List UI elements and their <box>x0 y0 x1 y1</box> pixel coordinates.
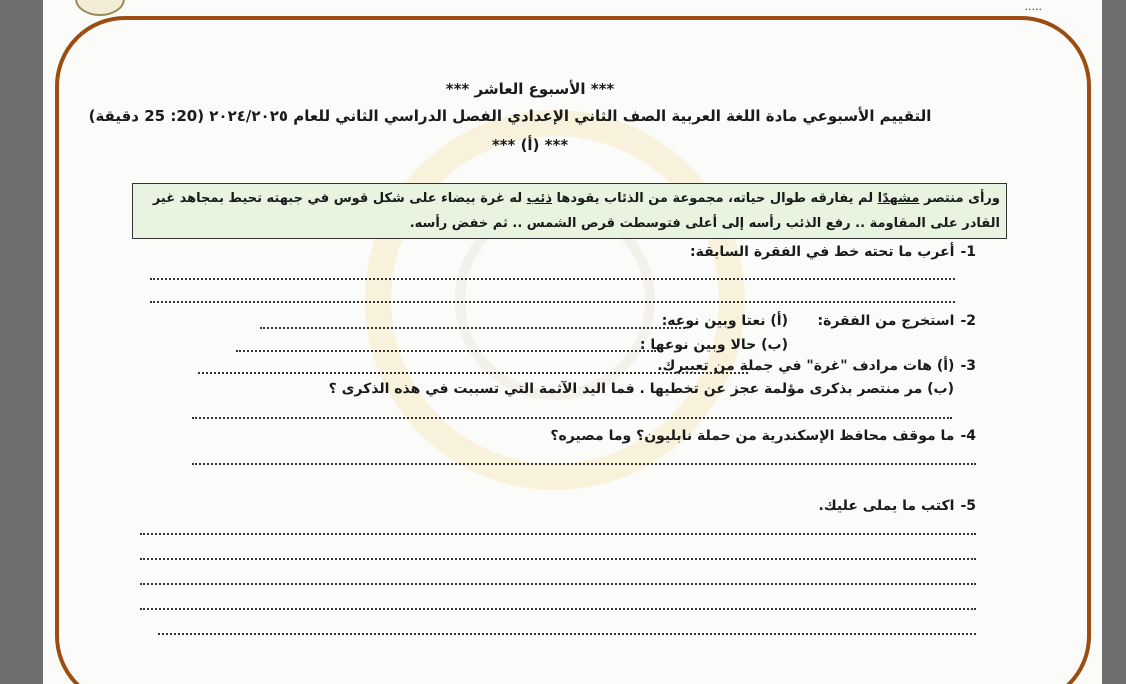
passage-text-1: ورأى منتصر <box>919 191 1000 206</box>
answer-line <box>192 417 952 419</box>
answer-line <box>236 350 656 352</box>
dictation-line <box>140 533 976 535</box>
question-3a: (أ) هات مرادف "غرة" في جملة من تعبيرك. <box>657 358 955 374</box>
document-page <box>43 0 1102 684</box>
question-1-number: 1- <box>960 244 976 260</box>
dictation-line <box>158 633 976 635</box>
answer-line <box>150 278 955 280</box>
question-5-text: اكتب ما يملى عليك. <box>818 498 955 514</box>
passage-underlined-word-1: مشهدًا <box>877 191 920 206</box>
answer-line <box>260 327 685 329</box>
question-2-text: استخرج من الفقرة: <box>817 313 955 329</box>
question-2b: (ب) حالا وبين نوعها : <box>639 337 788 353</box>
passage-text-2: لم يفارقه طوال حياته، مجموعة من الذئاب يقودها <box>552 191 878 206</box>
reading-passage <box>132 183 1007 239</box>
dictation-line <box>140 608 976 610</box>
question-2 <box>817 313 976 329</box>
question-2a: (أ) نعتا وبين نوعه: <box>661 313 788 329</box>
answer-line <box>198 372 748 374</box>
question-4-number: 4- <box>960 428 976 444</box>
question-5-number: 5- <box>960 498 976 514</box>
passage-text-3: له غرة بيضاء على شكل قوس في جبهته تحيط بمجاهد غير القادر على المقاومة .. رفع الذئب رأسه إلى أعلى فتوسطت قرص الشمس .. ثم خفض رأسه. <box>152 191 1000 231</box>
assessment-title: التقييم الأسبوعي مادة اللغة العربية الصف الثاني الإعدادي الفصل الدراسي الثاني للعام ٢٠٢٤/٢٠٢٥ (20: 25 دقيقة) <box>88 107 932 125</box>
ministry-logo-icon <box>75 0 125 16</box>
question-3-number: 3- <box>960 358 976 374</box>
question-1 <box>690 244 976 260</box>
answer-line <box>150 301 955 303</box>
question-4 <box>550 428 976 444</box>
question-5 <box>819 498 976 514</box>
question-2-number: 2- <box>960 313 976 329</box>
passage-underlined-word-2: ذئب <box>526 191 552 206</box>
model-title: *** (أ) *** <box>491 136 569 154</box>
page-header: ..... <box>1024 0 1042 13</box>
week-title: *** الأسبوع العاشر *** <box>445 80 615 98</box>
question-3b: (ب) مر منتصر بذكرى مؤلمة عجز عن تخطيها . فما اليد الآثمة التي تسببت في هذه الذكرى ؟ <box>328 381 954 397</box>
dictation-line <box>140 583 976 585</box>
question-1-text: أعرب ما تحته خط في الفقرة السابقة: <box>690 244 955 260</box>
dictation-line <box>140 558 976 560</box>
question-4-text: ما موقف محافظ الإسكندرية من حملة نابليون؟ وما مصيره؟ <box>550 428 955 444</box>
answer-line <box>192 463 976 465</box>
